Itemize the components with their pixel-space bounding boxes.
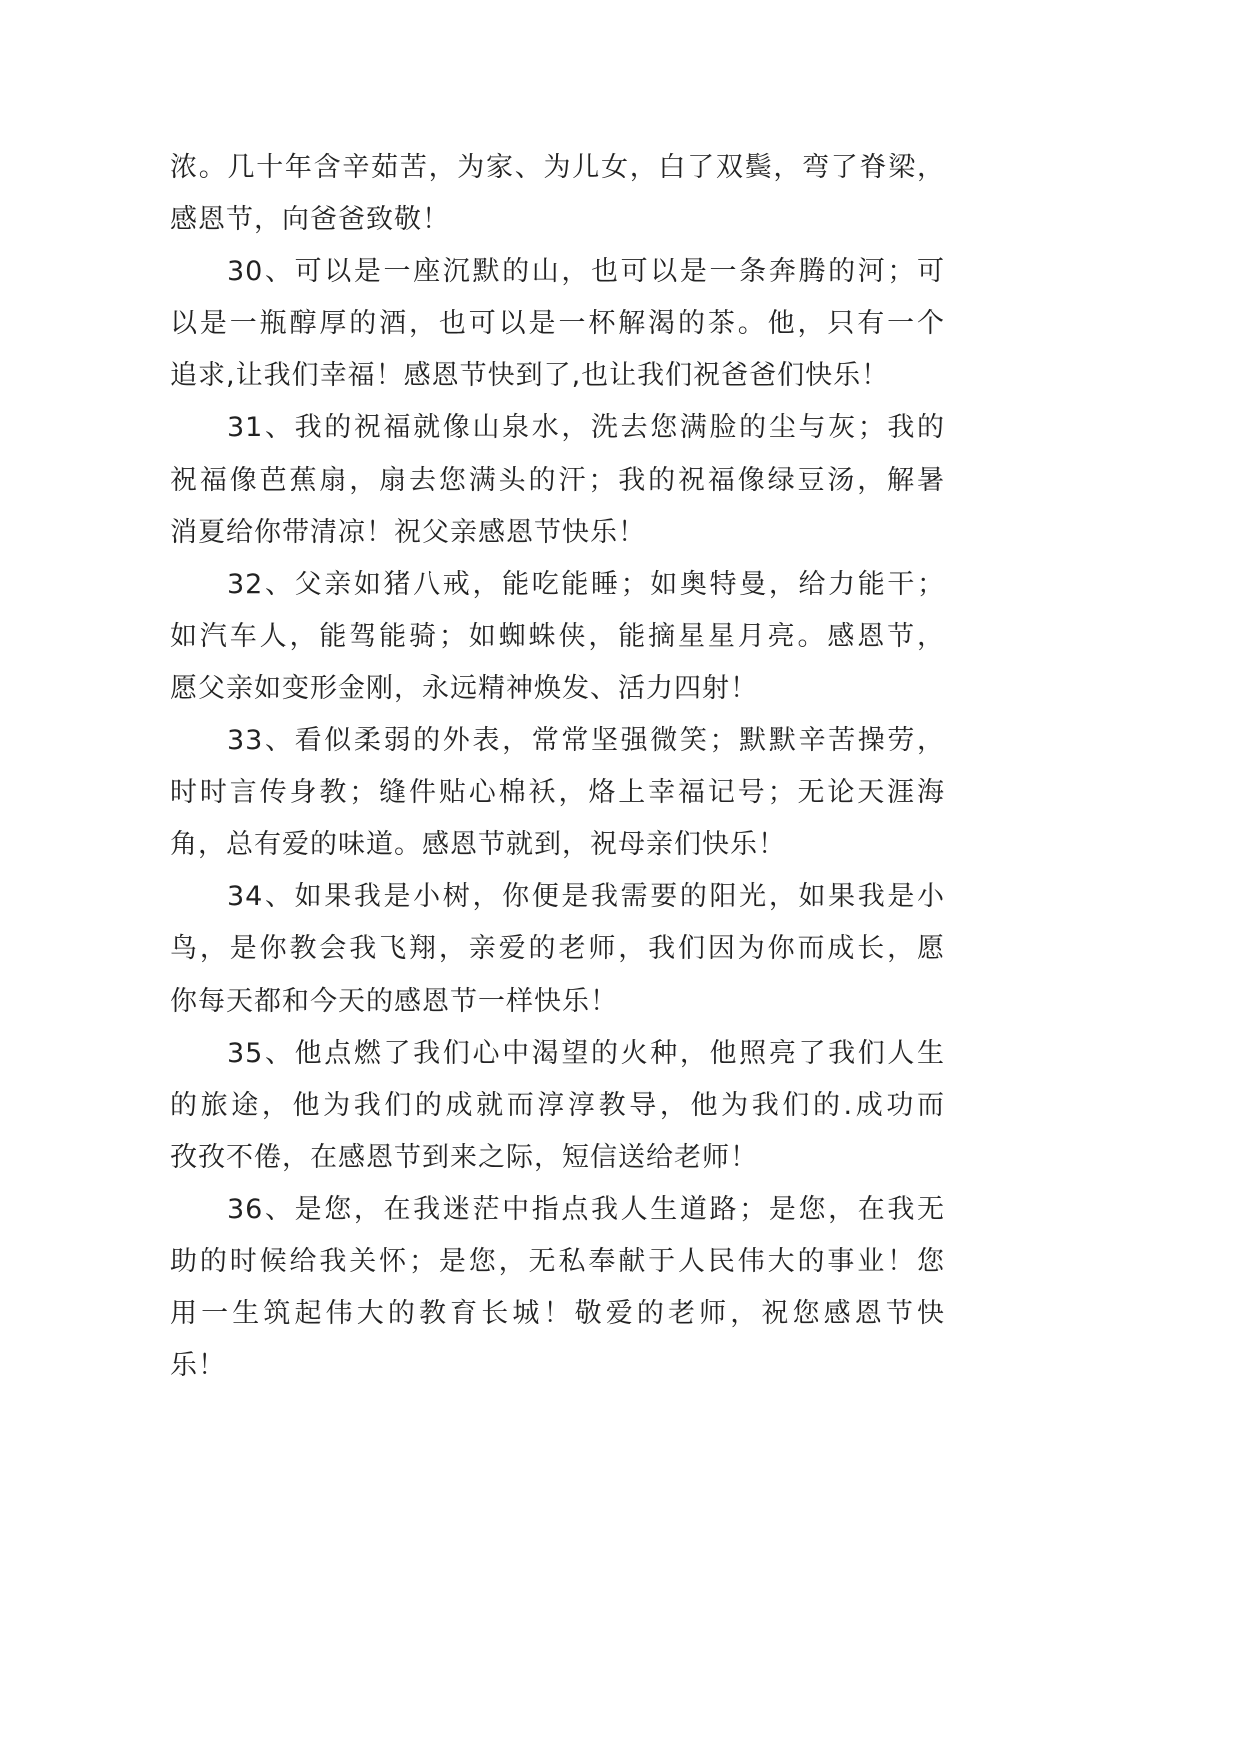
paragraph-line: 36、是您，在我迷茫中指点我人生道路；是您，在我无 [227, 1193, 945, 1225]
paragraph-line: 你每天都和今天的感恩节一样快乐！ [170, 985, 618, 1017]
paragraph-line: 时时言传身教；缝件贴心棉袄，烙上幸福记号；无论天涯海 [170, 777, 945, 809]
paragraph-line: 角，总有爱的味道。感恩节就到，祝母亲们快乐！ [170, 829, 786, 861]
paragraph-line: 35、他点燃了我们心中渴望的火种，他照亮了我们人生 [227, 1037, 945, 1069]
paragraph-line: 33、看似柔弱的外表，常常坚强微笑；默默辛苦操劳， [227, 725, 945, 757]
paragraph-line: 的旅途，他为我们的成就而淳淳教导，他为我们的.成功而 [170, 1089, 945, 1121]
paragraph-36 [170, 1184, 945, 1392]
document-body [170, 142, 945, 1392]
paragraph-32 [170, 559, 945, 715]
paragraph-line: 助的时候给我关怀；是您，无私奉献于人民伟大的事业！您 [170, 1245, 945, 1277]
paragraph-line: 消夏给你带清凉！祝父亲感恩节快乐！ [170, 516, 646, 548]
paragraph-line: 愿父亲如变形金刚，永远精神焕发、活力四射！ [170, 672, 758, 704]
paragraph-line: 以是一瓶醇厚的酒，也可以是一杯解渴的茶。他，只有一个 [170, 308, 945, 340]
paragraph-continued [170, 142, 945, 246]
paragraph-line: 浓。几十年含辛茹苦，为家、为儿女，白了双鬓，弯了脊梁， [170, 152, 945, 183]
paragraph-line: 用一生筑起伟大的教育长城！敬爱的老师，祝您感恩节快 [170, 1298, 945, 1330]
paragraph-line: 30、可以是一座沉默的山，也可以是一条奔腾的河；可 [227, 256, 945, 288]
paragraph-line: 追求,让我们幸福！感恩节快到了,也让我们祝爸爸们快乐！ [170, 360, 890, 392]
paragraph-35 [170, 1028, 945, 1184]
paragraph-31 [170, 402, 945, 558]
paragraph-34 [170, 871, 945, 1027]
paragraph-line: 鸟，是你教会我飞翔，亲爱的老师，我们因为你而成长，愿 [170, 933, 945, 965]
paragraph-line: 孜孜不倦，在感恩节到来之际，短信送给老师！ [170, 1141, 758, 1173]
paragraph-line: 乐！ [170, 1350, 226, 1382]
paragraph-line: 祝福像芭蕉扇，扇去您满头的汗；我的祝福像绿豆汤，解暑 [170, 464, 945, 496]
paragraph-line: 32、父亲如猪八戒，能吃能睡；如奥特曼，给力能干； [227, 568, 945, 600]
paragraph-33 [170, 715, 945, 871]
paragraph-line: 34、如果我是小树，你便是我需要的阳光，如果我是小 [227, 881, 945, 913]
paragraph-30 [170, 246, 945, 402]
paragraph-line: 感恩节，向爸爸致敬！ [170, 204, 450, 236]
paragraph-line: 31、我的祝福就像山泉水，洗去您满脸的尘与灰；我的 [227, 412, 945, 444]
paragraph-line: 如汽车人，能驾能骑；如蜘蛛侠，能摘星星月亮。感恩节， [170, 620, 945, 652]
